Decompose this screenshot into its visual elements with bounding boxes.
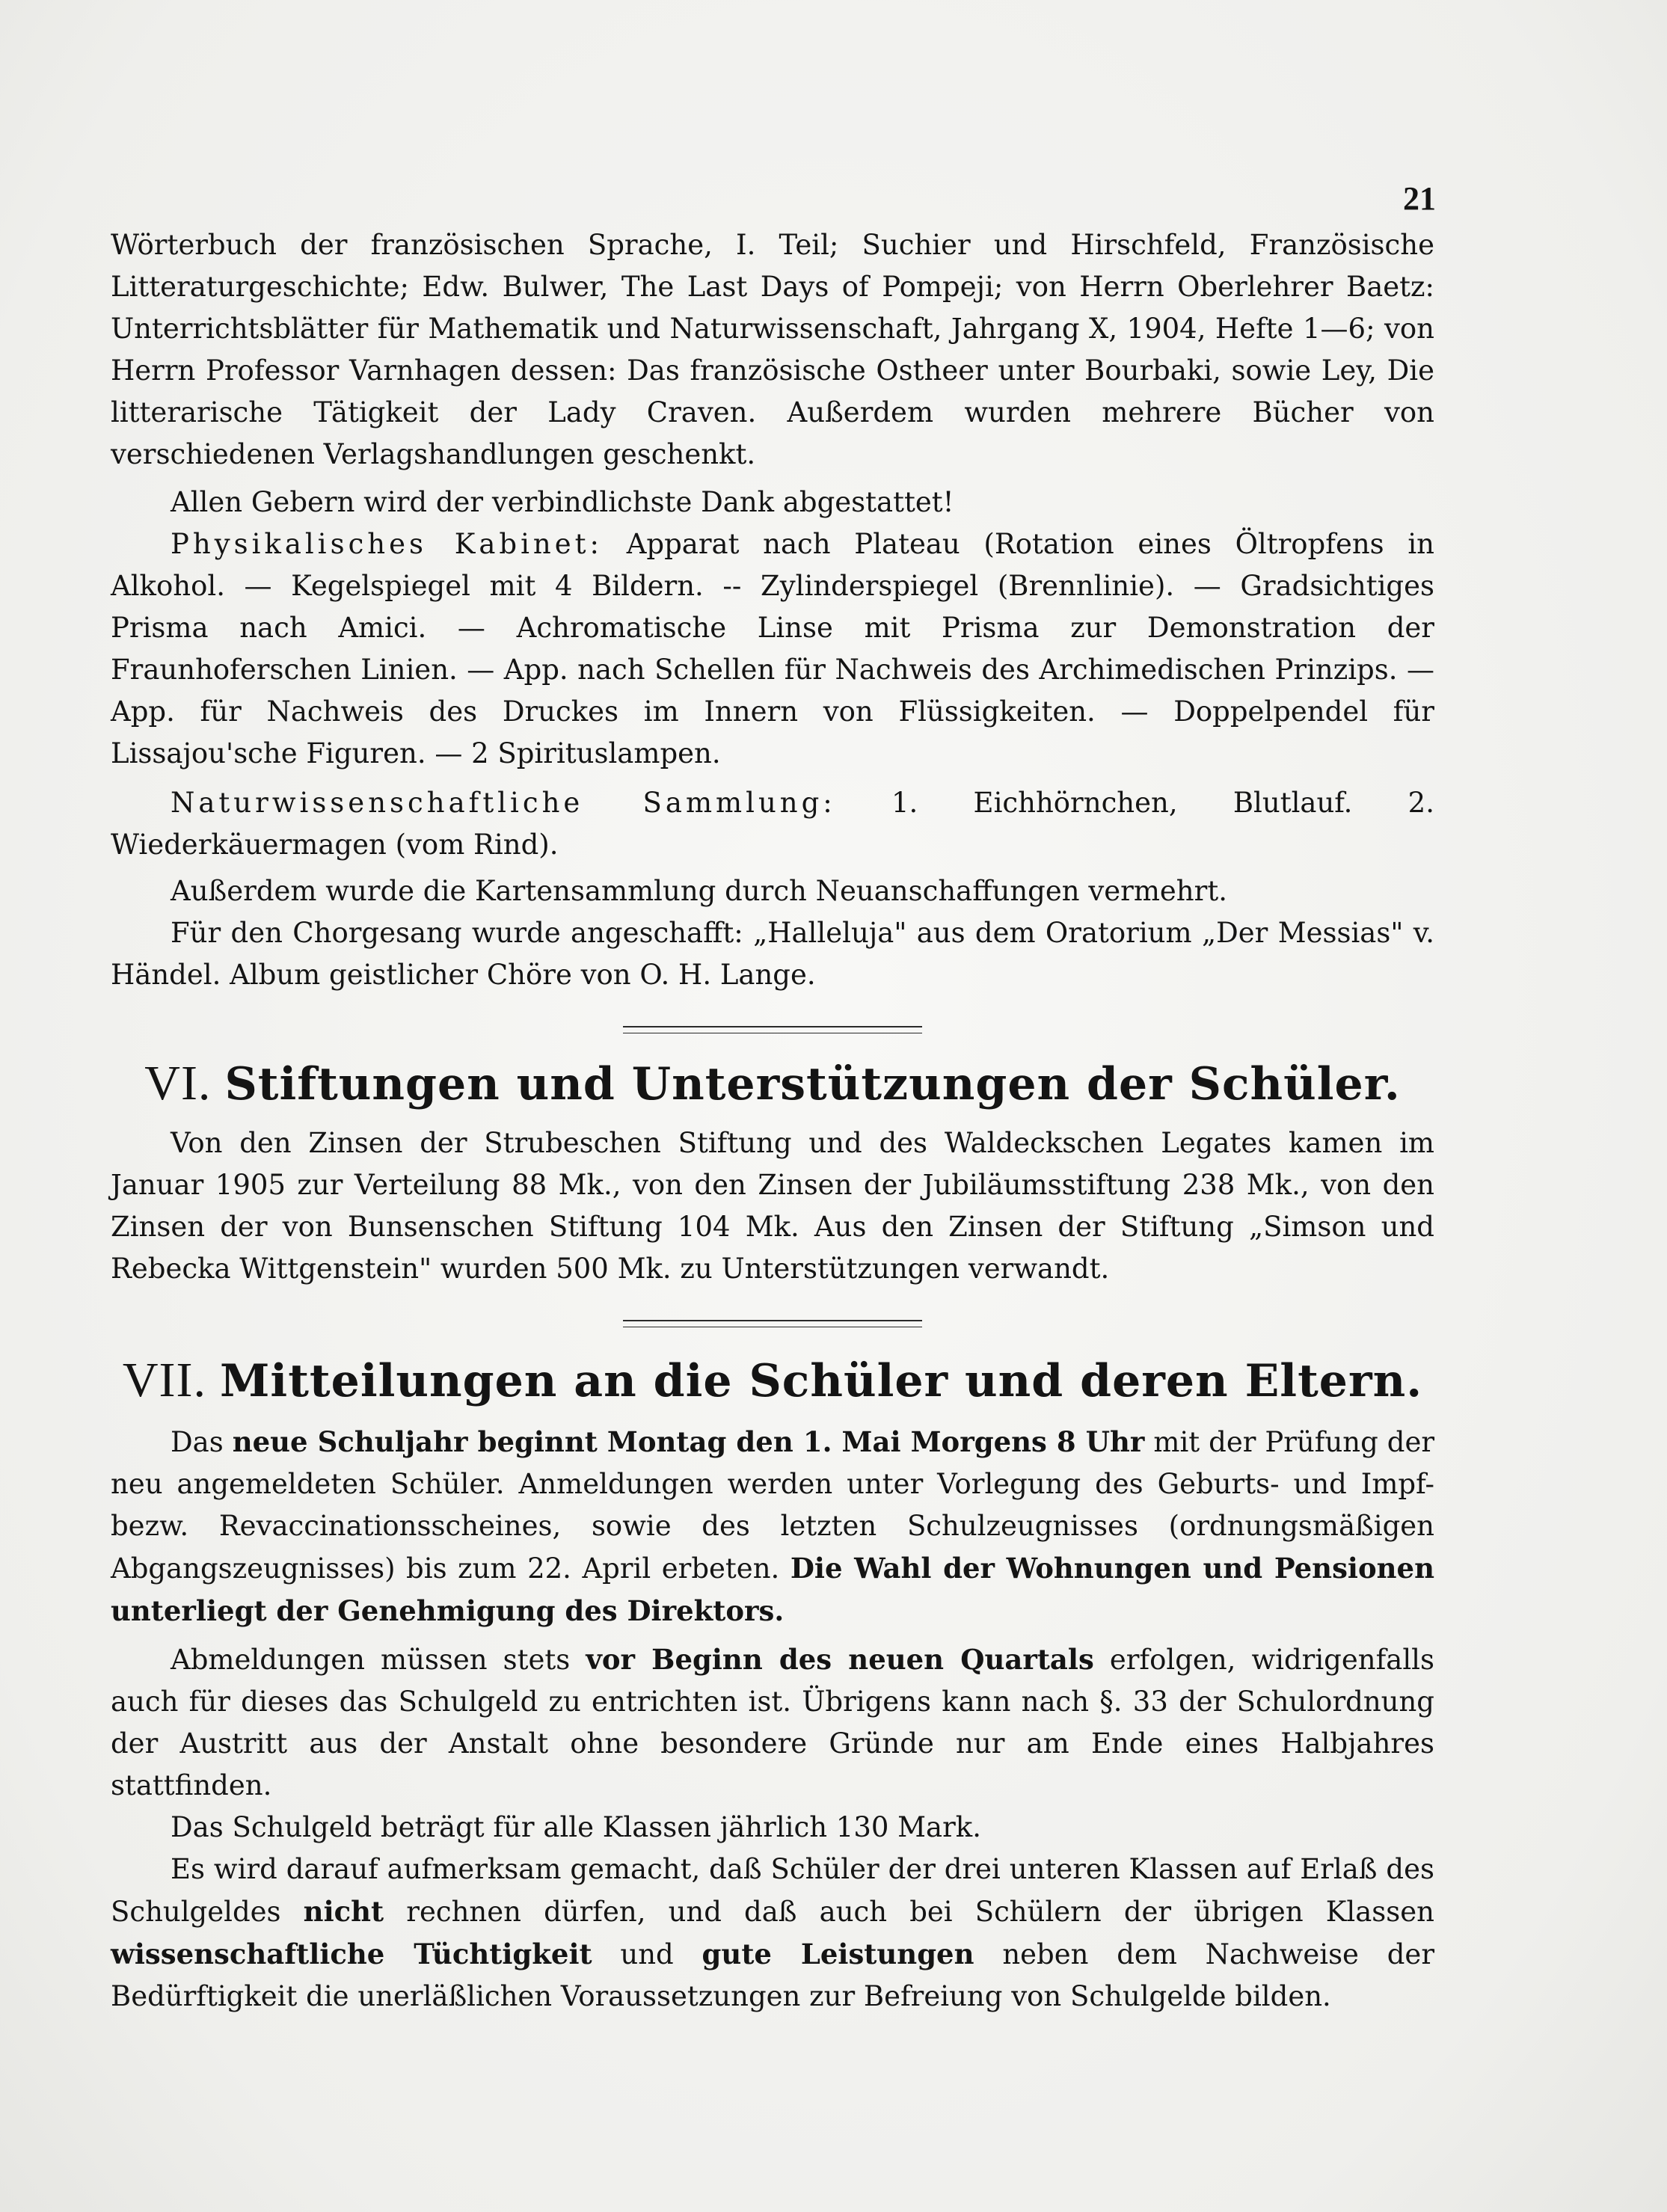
fee-exemption-good-performance: gute Leistungen xyxy=(702,1938,974,1970)
page-number: 21 xyxy=(1403,180,1436,217)
fee-exemption-academic-merit: wissenschaftliche Tüchtigkeit xyxy=(111,1938,592,1970)
section-divider xyxy=(623,1026,922,1033)
housing-approval-note: Die Wahl der Wohnungen und Pensionen unterliegt der Genehmigung des Direktors. xyxy=(111,1552,1434,1627)
paragraph-natural-science-collection xyxy=(111,782,1434,866)
fee-exemption-not: nicht xyxy=(303,1895,384,1928)
section-vi-title: Stiftungen und Unterstützungen der Schüler. xyxy=(224,1058,1401,1110)
section-vii-numeral: VII. xyxy=(122,1353,206,1407)
school-year-text-mid: mit der Prüfung der neu angemeldeten Schüler. Anmeldungen werden unter Vorlegung des Geburts- und Impf- bezw. Revaccinationsscheines, sowie des letzten Schulzeugnisses (ordnungsmäßigen Abgangszeugnisses) bis zum 22. April erbeten. xyxy=(111,1426,1435,1585)
paragraph-choir: Für den Chorgesang wurde angeschafft: „Halleluja" aus dem Oratorium „Der Messias" v. Händel. Album geistlicher Chöre von O. H. Lange. xyxy=(111,917,1434,991)
physics-cabinet-text: Apparat nach Plateau (Rotation eines Öltropfens in Alkohol. — Kegelspiegel mit 4 Bildern. -- Zylinderspiegel (Brennlinie). — Gradsichtiges Prisma nach Amici. — Achromatische Linse mit Prisma zur Demonstration der Fraunhoferschen Linien. — App. nach Schellen für Nachweis des Archimedischen Prinzips. — App. für Nachweis des Druckes im Innern von Flüssigkeiten. — Doppelpendel für Lissajou'sche Figuren. — 2 Spirituslampen. xyxy=(111,528,1435,769)
paragraph-physics-cabinet xyxy=(111,523,1434,775)
school-year-text-start: Das xyxy=(171,1426,224,1458)
section-vi-numeral: VI. xyxy=(144,1056,212,1110)
fee-exemption-text-mid: rechnen dürfen, und daß auch bei Schülern der übrigen Klassen xyxy=(406,1896,1434,1928)
section-vii-heading xyxy=(111,1351,1434,1410)
section-divider xyxy=(623,1320,922,1327)
deregistration-text-end: erfolgen, widrigenfalls auch für dieses das Schulgeld zu entrichten ist. Übrigens kann nach §. 33 der Schulordnung der Austritt aus der Anstalt ohne besondere Gründe nur am Ende eines Halbjahres stattfinden. xyxy=(111,1644,1434,1801)
paragraph-book-donations: Wörterbuch der französischen Sprache, I. Teil; Suchier und Hirschfeld, Französische Litteraturgeschichte; Edw. Bulwer, The Last Days of Pompeji; von Herrn Oberlehrer Baetz: Unterrichtsblätter für Mathematik und Naturwissenschaft, Jahrgang X, 1904, Hefte 1—6; von Herrn Professor Varnhagen dessen: Das französische Ostheer unter Bourbaki, sowie Ley, Die litterarische Tätigkeit der Lady Craven. Außerdem wurden mehrere Bücher von verschiedenen Verlagshandlungen geschenkt. xyxy=(111,229,1434,470)
fee-exemption-text-end: neben dem Nachweise der Bedürftigkeit die unerläßlichen Voraussetzungen zur Befreiung von Schulgelde bilden. xyxy=(111,1938,1435,2012)
section-vii-title: Mitteilungen an die Schüler und deren Eltern. xyxy=(220,1355,1423,1407)
fee-exemption-text-start: Es wird darauf aufmerksam gemacht, daß Schüler der drei unteren Klassen auf Erlaß des Schulgeldes xyxy=(111,1853,1434,1928)
school-year-start-date: neue Schuljahr beginnt Montag den 1. Mai Morgens 8 Uhr xyxy=(232,1425,1145,1458)
paragraph-fee-exemption xyxy=(111,1849,1434,2018)
natural-science-text: 1. Eichhörnchen, Blutlauf. 2. Wiederkäuermagen (vom Rind). xyxy=(111,787,1434,861)
physics-cabinet-label: Physikalisches Kabinet: xyxy=(171,528,603,560)
fee-exemption-text-and: und xyxy=(620,1938,674,1970)
natural-science-label: Naturwissenschaftliche Sammlung: xyxy=(171,787,836,819)
paragraph-deregistration xyxy=(111,1638,1434,1807)
paragraph-school-year xyxy=(111,1421,1434,1632)
paragraph-school-fee: Das Schulgeld beträgt für alle Klassen jährlich 130 Mark. xyxy=(171,1811,981,1843)
paragraph-foundations: Von den Zinsen der Strubeschen Stiftung und des Waldeckschen Legates kamen im Januar 1905 zur Verteilung 88 Mk., von den Zinsen der Jubiläumsstiftung 238 Mk., von den Zinsen der von Bunsenschen Stiftung 104 Mk. Aus den Zinsen der Stiftung „Simson und Rebecka Wittgenstein" wurden 500 Mk. zu Unterstützungen verwandt. xyxy=(111,1127,1434,1285)
section-vi-heading xyxy=(111,1054,1434,1113)
deregistration-deadline: vor Beginn des neuen Quartals xyxy=(586,1643,1094,1676)
deregistration-text-start: Abmeldungen müssen stets xyxy=(171,1644,571,1676)
paragraph-thanks: Allen Gebern wird der verbindlichste Dank abgestattet! xyxy=(171,486,954,518)
paragraph-map-collection: Außerdem wurde die Kartensammlung durch Neuanschaffungen vermehrt. xyxy=(171,875,1227,907)
page-content xyxy=(111,224,1434,2018)
